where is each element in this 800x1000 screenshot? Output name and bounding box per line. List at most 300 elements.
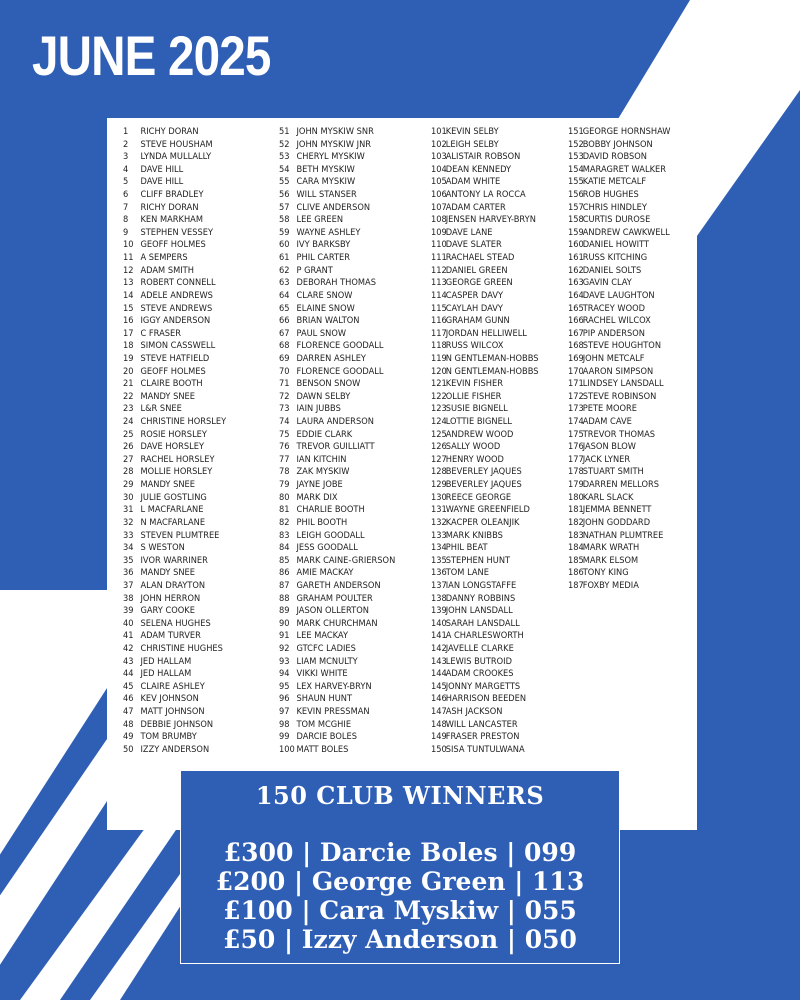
entry-number: 132: [431, 517, 447, 528]
entry-name: MARK KNIBBS: [445, 530, 503, 541]
entry-row: [568, 580, 670, 593]
entry-number: 48: [123, 719, 134, 730]
entry-number: 29: [123, 480, 134, 491]
entry-number: 4: [123, 164, 129, 175]
entry-row: [279, 139, 395, 152]
entry-name: CASPER DAVY: [445, 290, 504, 301]
entry-row: [279, 366, 395, 379]
entry-name: JOHN GODDARD: [582, 517, 651, 528]
entry-name: KEN MARKHAM: [140, 215, 203, 226]
entry-name: ROBERT CONNELL: [140, 278, 216, 289]
entry-name: RACHEL HORSLEY: [140, 454, 215, 465]
entry-number: 181: [568, 505, 584, 516]
entry-name: LYNDA MULLALLY: [140, 152, 212, 163]
entry-row: [123, 668, 226, 681]
entry-name: SELENA HUGHES: [140, 618, 211, 629]
entry-row: [123, 530, 226, 543]
entry-row: [568, 126, 670, 139]
entry-number: 77: [279, 454, 290, 465]
entry-number: 7: [123, 202, 129, 213]
entry-name: PHIL CARTER: [296, 253, 351, 264]
entry-row: [279, 605, 395, 618]
entry-number: 113: [431, 278, 447, 289]
entry-row: [123, 517, 226, 530]
entry-number: 17: [123, 328, 134, 339]
entry-number: 59: [279, 227, 290, 238]
entry-name: SIMON CASSWELL: [140, 341, 216, 352]
entry-row: [279, 479, 395, 492]
entry-row: [279, 517, 395, 530]
entry-name: ADAM TURVER: [140, 631, 201, 642]
entry-row: [568, 202, 670, 215]
entry-row: [431, 214, 538, 227]
entry-row: [431, 693, 538, 706]
entry-number: 2: [123, 139, 129, 150]
entry-name: SUSIE BIGNELL: [445, 404, 508, 415]
entry-number: 61: [279, 253, 290, 264]
entry-number: 134: [431, 543, 447, 554]
entry-row: [279, 492, 395, 505]
entry-row: [431, 567, 538, 580]
entry-name: GEOFF HOLMES: [140, 366, 206, 377]
entry-row: [279, 681, 395, 694]
entry-row: [431, 492, 538, 505]
entry-row: [431, 479, 538, 492]
entry-row: [123, 126, 226, 139]
entry-name: RICHY DORAN: [140, 127, 199, 137]
entry-name: ZAK MYSKIW: [296, 467, 350, 478]
entry-row: [431, 504, 538, 517]
entry-name: ADAM CAVE: [582, 417, 632, 428]
entry-number: 14: [123, 290, 134, 301]
entry-row: [568, 227, 670, 240]
entry-name: GEOFF HOLMES: [140, 240, 206, 251]
entry-name: DAVE HORSLEY: [140, 442, 205, 453]
entry-row: [431, 139, 538, 152]
entry-number: 67: [279, 328, 290, 339]
entry-number: 91: [279, 631, 290, 642]
entry-name: CARA MYSKIW: [296, 177, 356, 188]
entry-row: [279, 656, 395, 669]
entry-name: BEVERLEY JAQUES: [445, 480, 522, 491]
entry-number: 140: [431, 618, 447, 629]
entry-row: [568, 530, 670, 543]
entry-name: GTCFC LADIES: [296, 643, 356, 654]
entry-number: 155: [568, 177, 584, 188]
entry-name: KEVIN FISHER: [445, 379, 503, 390]
entry-row: [123, 605, 226, 618]
entry-name: GARY COOKE: [140, 606, 195, 617]
entry-name: KARL SLACK: [582, 492, 634, 503]
entry-name: CLARE SNOW: [296, 290, 353, 301]
entry-row: [568, 252, 670, 265]
entry-name: AMIE MACKAY: [296, 568, 354, 579]
entry-number: 150: [431, 744, 447, 755]
entry-name: SHAUN HUNT: [296, 694, 353, 705]
entry-row: [431, 202, 538, 215]
entry-row: [123, 277, 226, 290]
entry-number: 163: [568, 278, 584, 289]
entry-number: 114: [431, 290, 447, 301]
entry-row: [123, 378, 226, 391]
entry-name: IVOR WARRINER: [140, 555, 208, 566]
entry-name: JORDAN HELLIWELL: [445, 328, 527, 339]
entry-number: 64: [279, 290, 290, 301]
entry-name: TREVOR GUILLIATT: [296, 442, 375, 453]
entry-row: [123, 164, 226, 177]
entry-row: [568, 378, 670, 391]
entry-row: [279, 706, 395, 719]
entry-name: MANDY SNEE: [140, 480, 196, 491]
entry-name: IVY BARKSBY: [296, 240, 351, 251]
entry-row: [123, 492, 226, 505]
entry-number: 92: [279, 643, 290, 654]
entry-number: 183: [568, 530, 584, 541]
entry-row: [568, 429, 670, 442]
entry-number: 138: [431, 593, 447, 604]
entry-name: PHIL BEAT: [445, 543, 488, 554]
entry-number: 160: [568, 240, 584, 251]
entry-row: [279, 164, 395, 177]
entry-number: 56: [279, 190, 290, 201]
entry-number: 63: [279, 278, 290, 289]
entry-name: A CHARLESWORTH: [445, 631, 524, 642]
entry-row: [279, 530, 395, 543]
winner-line: £300 | Darcie Boles | 099: [223, 838, 577, 867]
entry-number: 1: [123, 127, 129, 137]
entry-name: JENSEN HARVEY-BRYN: [445, 215, 536, 226]
entry-name: DARREN ASHLEY: [296, 353, 366, 364]
entry-name: STUART SMITH: [582, 467, 644, 478]
entry-number: 37: [123, 580, 134, 591]
entry-number: 136: [431, 568, 447, 579]
entry-name: ADAM WHITE: [445, 177, 501, 188]
entry-row: [431, 403, 538, 416]
entry-row: [431, 681, 538, 694]
entry-number: 73: [279, 404, 290, 415]
entry-name: MARK CAINE-GRIERSON: [296, 555, 396, 566]
entry-number: 127: [431, 454, 447, 465]
entry-name: JOHN HERRON: [140, 593, 201, 604]
entry-number: 38: [123, 593, 134, 604]
entry-name: CURTIS DUROSE: [582, 215, 651, 226]
entry-number: 146: [431, 694, 447, 705]
entry-number: 109: [431, 227, 447, 238]
entry-row: [431, 656, 538, 669]
entry-row: [568, 151, 670, 164]
entry-number: 174: [568, 417, 584, 428]
entry-name: DAVE HILL: [140, 164, 184, 175]
entry-row: [431, 706, 538, 719]
entry-row: [123, 252, 226, 265]
entry-name: OLLIE FISHER: [445, 391, 502, 402]
entry-number: 36: [123, 568, 134, 579]
entry-number: 68: [279, 341, 290, 352]
entry-number: 42: [123, 643, 134, 654]
entry-number: 47: [123, 707, 134, 718]
entry-name: JULIE GOSTLING: [140, 492, 207, 503]
entry-row: [431, 454, 538, 467]
entry-number: 66: [279, 316, 290, 327]
entry-name: JOHN MYSKIW JNR: [296, 139, 372, 150]
entry-name: GAVIN CLAY: [582, 278, 632, 289]
entry-row: [279, 151, 395, 164]
entry-row: [123, 328, 226, 341]
entry-number: 175: [568, 429, 584, 440]
entry-row: [568, 214, 670, 227]
entry-number: 23: [123, 404, 134, 415]
entry-name: WILL STANSER: [296, 190, 357, 201]
entry-name: PIP ANDERSON: [582, 328, 645, 339]
entry-name: N MACFARLANE: [140, 517, 206, 528]
entry-row: [431, 378, 538, 391]
entry-number: 157: [568, 202, 584, 213]
entry-row: [123, 731, 226, 744]
entry-name: RUSS WILCOX: [445, 341, 504, 352]
entry-row: [279, 391, 395, 404]
entry-number: 148: [431, 719, 447, 730]
entry-name: TRACEY WOOD: [582, 303, 646, 314]
entry-number: 46: [123, 694, 134, 705]
entry-number: 145: [431, 681, 447, 692]
entry-row: [123, 303, 226, 316]
entry-name: NATHAN PLUMTREE: [582, 530, 664, 541]
entry-row: [279, 555, 395, 568]
entry-row: [431, 252, 538, 265]
entry-row: [431, 731, 538, 744]
entry-row: [123, 290, 226, 303]
entry-number: 34: [123, 543, 134, 554]
entry-row: [431, 303, 538, 316]
entry-row: [279, 214, 395, 227]
entry-number: 97: [279, 707, 290, 718]
entry-number: 129: [431, 480, 447, 491]
entry-row: [568, 441, 670, 454]
entry-number: 147: [431, 707, 447, 718]
entry-name: JED HALLAM: [140, 669, 192, 680]
entry-name: SALLY WOOD: [445, 442, 501, 453]
entry-number: 96: [279, 694, 290, 705]
entry-row: [431, 668, 538, 681]
entry-number: 156: [568, 190, 584, 201]
entry-number: 180: [568, 492, 584, 503]
entry-number: 10: [123, 240, 134, 251]
entry-row: [279, 744, 395, 757]
entry-row: [568, 492, 670, 505]
entry-name: L&R SNEE: [140, 404, 182, 415]
entry-number: 8: [123, 215, 129, 226]
entry-name: JOHN METCALF: [582, 353, 645, 364]
entry-number: 135: [431, 555, 447, 566]
entry-name: JAYNE JOBE: [296, 480, 343, 491]
entry-number: 176: [568, 442, 584, 453]
entry-name: IGGY ANDERSON: [140, 316, 211, 327]
winners-box: [180, 770, 620, 964]
entry-name: REECE GEORGE: [445, 492, 512, 503]
entry-name: CLAIRE ASHLEY: [140, 681, 205, 692]
entry-row: [431, 239, 538, 252]
entry-name: KATIE METCALF: [582, 177, 647, 188]
entry-name: CAYLAH DAVY: [445, 303, 504, 314]
entry-name: PETE MOORE: [582, 404, 638, 415]
entry-name: ROSIE HORSLEY: [140, 429, 207, 440]
entry-row: [431, 441, 538, 454]
entry-name: ANDREW CAWKWELL: [582, 227, 670, 238]
entry-row: [123, 441, 226, 454]
entry-number: 101: [431, 127, 447, 137]
entry-number: 110: [431, 240, 447, 251]
entry-name: RACHEL WILCOX: [582, 316, 651, 327]
entry-name: STEPHEN VESSEY: [140, 227, 214, 238]
entry-name: JONNY MARGETTS: [445, 681, 521, 692]
entry-number: 57: [279, 202, 290, 213]
entry-row: [123, 479, 226, 492]
entry-row: [123, 706, 226, 719]
entry-number: 69: [279, 353, 290, 364]
entry-row: [568, 366, 670, 379]
entry-number: 95: [279, 681, 290, 692]
entry-row: [431, 353, 538, 366]
entry-number: 72: [279, 391, 290, 402]
entry-row: [568, 139, 670, 152]
entry-name: TOM BRUMBY: [140, 732, 197, 743]
entry-row: [279, 378, 395, 391]
entry-name: MARK WRATH: [582, 543, 640, 554]
entry-name: MATT BOLES: [296, 744, 349, 755]
entry-row: [279, 593, 395, 606]
entry-number: 99: [279, 732, 290, 743]
entry-number: 118: [431, 341, 447, 352]
entry-row: [123, 239, 226, 252]
entry-number: 139: [431, 606, 447, 617]
entry-number: 100: [279, 744, 295, 755]
entry-row: [123, 567, 226, 580]
entry-row: [431, 277, 538, 290]
entry-row: [279, 618, 395, 631]
entry-row: [279, 441, 395, 454]
entry-row: [568, 416, 670, 429]
entry-row: [123, 719, 226, 732]
entry-row: [431, 340, 538, 353]
entry-name: STEVEN PLUMTREE: [140, 530, 220, 541]
entry-name: ANTONY LA ROCCA: [445, 190, 526, 201]
page-title: JUNE 2025: [32, 24, 271, 87]
entry-name: MATT JOHNSON: [140, 707, 205, 718]
entry-row: [279, 189, 395, 202]
entry-name: S WESTON: [140, 543, 185, 554]
entry-row: [279, 403, 395, 416]
entry-row: [279, 265, 395, 278]
entry-number: 142: [431, 643, 447, 654]
entry-row: [431, 189, 538, 202]
entry-number: 143: [431, 656, 447, 667]
entry-number: 33: [123, 530, 134, 541]
entry-row: [431, 580, 538, 593]
entry-row: [279, 252, 395, 265]
entry-row: [123, 214, 226, 227]
entry-row: [568, 504, 670, 517]
entry-name: LEIGH SELBY: [445, 139, 499, 150]
entry-row: [568, 454, 670, 467]
entry-name: FLORENCE GOODALL: [296, 366, 384, 377]
entry-name: CHRISTINE HORSLEY: [140, 417, 227, 428]
entry-number: 70: [279, 366, 290, 377]
entry-row: [123, 227, 226, 240]
entry-row: [431, 466, 538, 479]
entry-number: 54: [279, 164, 290, 175]
entry-row: [568, 340, 670, 353]
entry-number: 178: [568, 467, 584, 478]
entry-name: MOLLIE HORSLEY: [140, 467, 213, 478]
entry-row: [431, 176, 538, 189]
entry-number: 80: [279, 492, 290, 503]
entry-row: [431, 517, 538, 530]
entry-name: N GENTLEMAN-HOBBS: [445, 366, 539, 377]
entry-number: 117: [431, 328, 447, 339]
entry-row: [279, 353, 395, 366]
entry-number: 123: [431, 404, 447, 415]
entry-number: 182: [568, 517, 584, 528]
entry-row: [279, 416, 395, 429]
entry-row: [123, 466, 226, 479]
entry-number: 44: [123, 669, 134, 680]
entry-row: [123, 542, 226, 555]
entry-name: CLIFF BRADLEY: [140, 190, 204, 201]
entry-row: [431, 328, 538, 341]
entry-number: 94: [279, 669, 290, 680]
entry-name: GEORGE GREEN: [445, 278, 513, 289]
entry-number: 79: [279, 480, 290, 491]
entry-name: CHRISTINE HUGHES: [140, 643, 223, 654]
entry-row: [123, 139, 226, 152]
entry-number: 22: [123, 391, 134, 402]
entry-row: [431, 227, 538, 240]
entry-row: [279, 227, 395, 240]
entry-number: 39: [123, 606, 134, 617]
entry-number: 27: [123, 454, 134, 465]
entry-name: P GRANT: [296, 265, 333, 276]
entry-number: 53: [279, 152, 290, 163]
entry-name: RACHAEL STEAD: [445, 253, 515, 264]
entry-row: [123, 151, 226, 164]
entry-name: MARK DIX: [296, 492, 338, 503]
entry-name: ALAN DRAYTON: [140, 580, 206, 591]
winner-line: £50 | Izzy Anderson | 050: [223, 925, 577, 954]
entry-row: [123, 265, 226, 278]
entry-number: 149: [431, 732, 447, 743]
entry-row: [431, 618, 538, 631]
entry-name: JOHN LANSDALL: [445, 606, 513, 617]
entry-number: 171: [568, 379, 584, 390]
entry-number: 104: [431, 164, 447, 175]
entry-number: 15: [123, 303, 134, 314]
entry-name: DAVE HILL: [140, 177, 184, 188]
entry-name: CLIVE ANDERSON: [296, 202, 371, 213]
entry-name: WAYNE GREENFIELD: [445, 505, 530, 516]
entry-row: [123, 353, 226, 366]
entry-number: 83: [279, 530, 290, 541]
entry-number: 52: [279, 139, 290, 150]
entry-name: EDDIE CLARK: [296, 429, 353, 440]
entry-row: [568, 189, 670, 202]
entry-name: LINDSEY LANSDALL: [582, 379, 664, 390]
entry-number: 111: [431, 253, 447, 264]
entry-number: 50: [123, 744, 134, 755]
entry-name: LAURA ANDERSON: [296, 417, 374, 428]
entry-name: CHERYL MYSKIW: [296, 152, 365, 163]
entry-number: 112: [431, 265, 447, 276]
entry-number: 58: [279, 215, 290, 226]
